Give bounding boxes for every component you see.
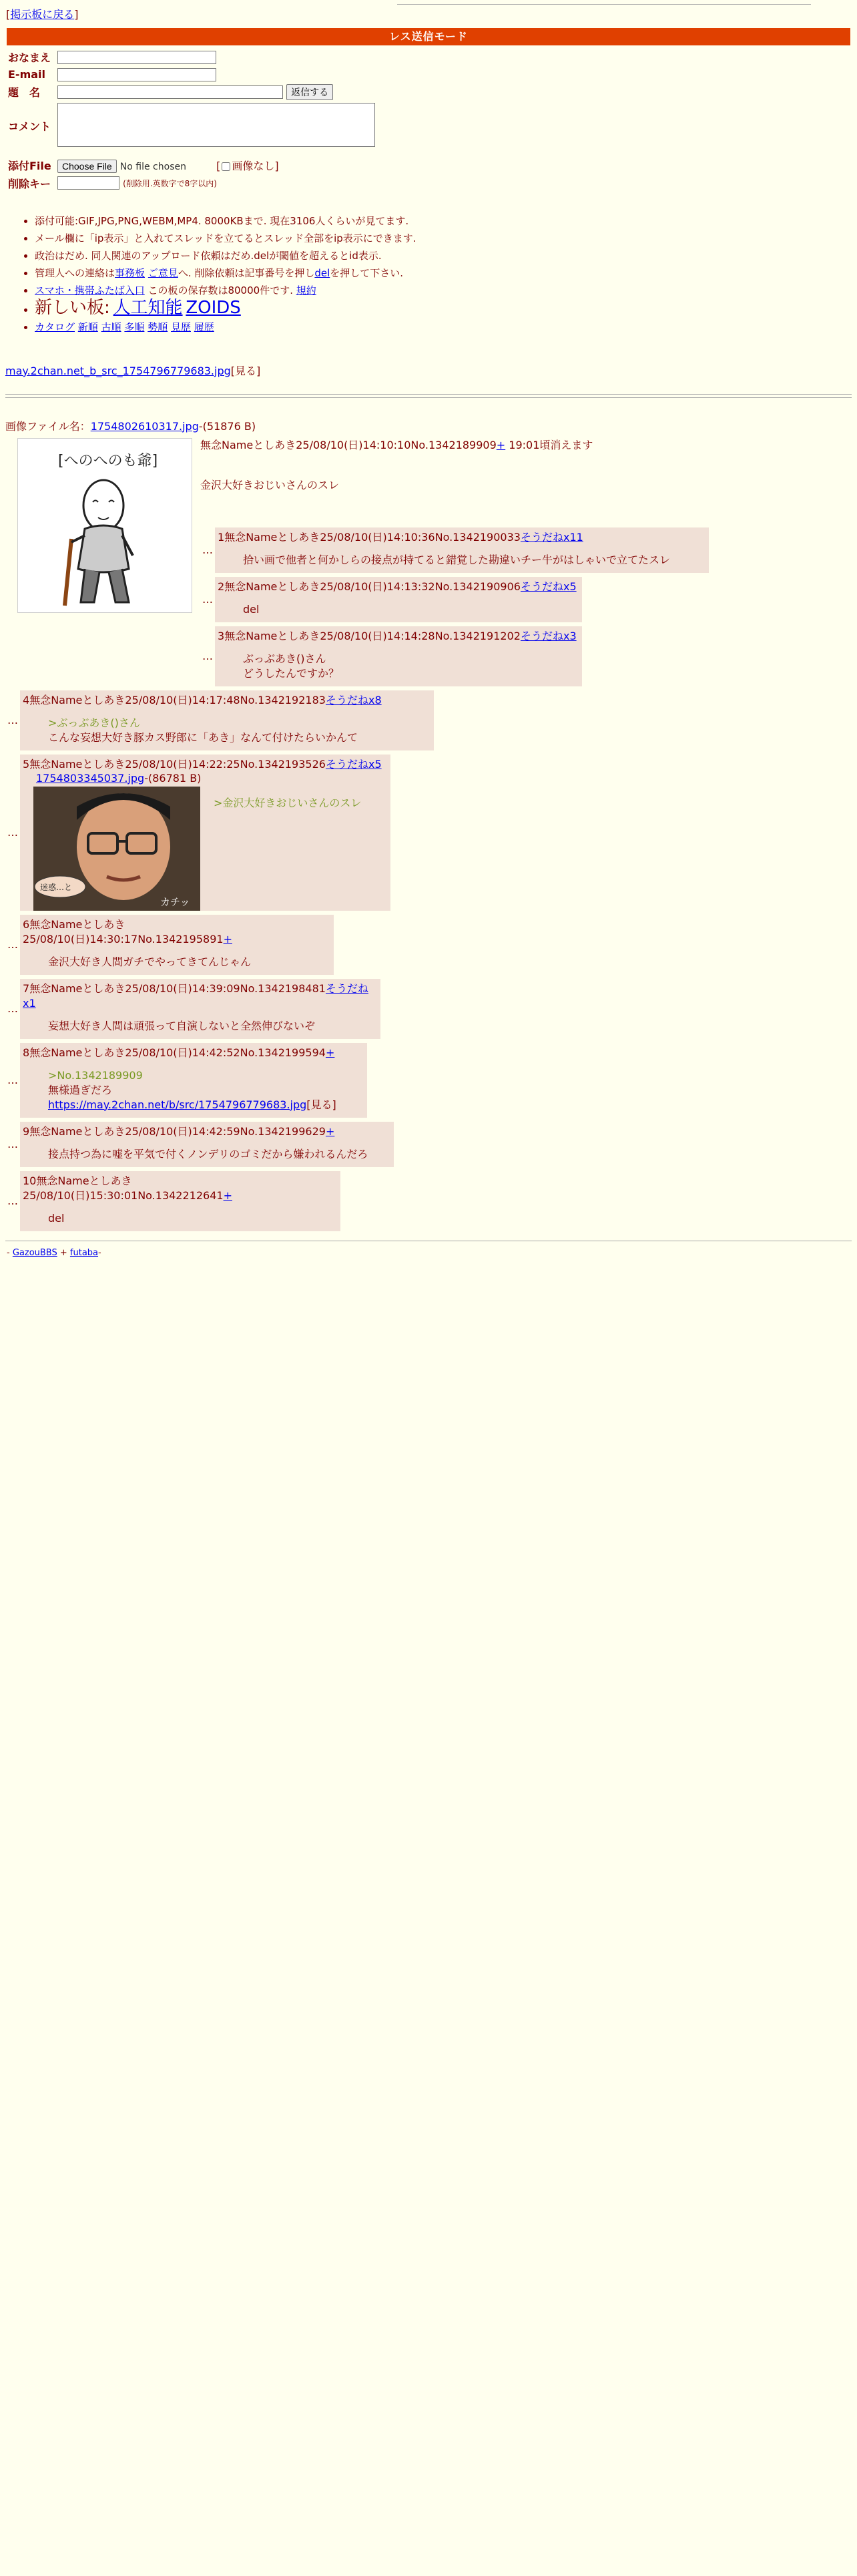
plus-link[interactable]: + xyxy=(325,1124,335,1138)
info-item: • スマホ・携帯ふたば入口 この板の保存数は80000件です. 規約 xyxy=(35,282,857,299)
sodane-link[interactable]: そうだねx11 xyxy=(520,530,583,544)
reply-body xyxy=(48,1068,363,1112)
reply-body: 拾い画で他者と何かしらの接点が持てると錯覚した勘違いチー牛がはしゃいで立てたスレ xyxy=(243,553,671,566)
reply-dots: … xyxy=(7,714,18,726)
reply-body xyxy=(48,716,430,745)
reply-box xyxy=(20,915,334,975)
sodane-link[interactable]: そうだねx1 xyxy=(23,982,368,1010)
reply-dots: … xyxy=(7,826,18,839)
sort-many-link[interactable]: 多順 xyxy=(124,320,145,333)
new-boards-prefix: 新しい板: xyxy=(35,297,110,318)
name-input[interactable] xyxy=(57,51,216,64)
iken-link[interactable]: ご意見 xyxy=(148,266,178,279)
back-link[interactable]: 掲示板に戻る xyxy=(10,8,75,21)
reply-image[interactable] xyxy=(33,787,200,911)
board-info-list xyxy=(7,212,857,336)
submit-button[interactable]: 返信する xyxy=(286,84,333,100)
old-man-drawing-icon xyxy=(18,439,192,612)
sodane-link[interactable]: そうだねx3 xyxy=(520,629,577,642)
choose-file-button[interactable]: Choose File xyxy=(57,160,117,173)
reply-3 xyxy=(200,626,857,686)
new-boards-item xyxy=(35,299,857,318)
smartphone-link[interactable]: スマホ・携帯ふたば入口 xyxy=(35,284,145,296)
reply-number: 6 xyxy=(23,917,30,931)
delkey-input[interactable] xyxy=(57,176,119,190)
delkey-hint: (削除用.英数字で8字以内) xyxy=(123,178,217,188)
reply-mode-banner: レス送信モード xyxy=(7,28,850,45)
reply-box xyxy=(20,979,380,1039)
board-link-ai[interactable]: 人工知能 xyxy=(113,297,183,318)
rules-link[interactable]: 規約 xyxy=(296,284,316,296)
reply-number: 8 xyxy=(23,1046,30,1059)
reply-header: 無念Nameとしあき25/08/10(日)14:13:32No.1342190906 xyxy=(224,580,521,593)
sort-old-link[interactable]: 古順 xyxy=(101,320,121,333)
reply-4 xyxy=(5,690,857,750)
sodane-link[interactable]: そうだねx8 xyxy=(325,693,382,706)
image-bubble-text: 迷惑…と xyxy=(40,882,73,892)
reply-quote: >金沢大好きおじいさんのスレ xyxy=(214,796,362,809)
reply-5 xyxy=(5,755,857,911)
reply-header: 無念Nameとしあき25/08/10(日)14:17:48No.1342192183 xyxy=(29,693,326,706)
download-line xyxy=(5,363,850,378)
reply-dots: … xyxy=(7,938,18,951)
reply-number: 5 xyxy=(23,757,30,771)
reply-dots: … xyxy=(202,543,213,556)
reply-1 xyxy=(200,527,857,573)
reply-box xyxy=(20,755,390,911)
reply-header: 無念Nameとしあき25/08/10(日)14:14:28No.1342191202 xyxy=(224,629,521,642)
name-label: おなまえ xyxy=(8,51,51,64)
reply-line: 無様過ぎだろ xyxy=(48,1083,113,1096)
reply-number: 2 xyxy=(218,580,225,593)
top-nav: [掲示板に戻る] xyxy=(6,8,79,21)
reply-number: 1 xyxy=(218,530,225,544)
reply-body: 金沢大好き人間ガチでやってきてんじゃん xyxy=(48,955,252,968)
jimu-link[interactable]: 事務板 xyxy=(115,266,146,279)
catalog-links-item xyxy=(35,318,857,336)
footer-text: - xyxy=(7,1247,13,1258)
reply-box xyxy=(215,626,582,686)
reply-body: del xyxy=(48,1211,65,1225)
reply-dots: … xyxy=(7,1138,18,1150)
del-link[interactable]: del xyxy=(314,266,330,279)
reply-line: こんな妄想大好き豚カス野郎に「あき」なんて付けたらいかんて xyxy=(48,730,358,744)
reply-box xyxy=(20,1043,367,1118)
reply-2 xyxy=(200,577,857,622)
footer-text: + xyxy=(57,1247,70,1258)
info-item: • 添付可能:GIF,JPG,PNG,WEBM,MP4. 8000KBまで. 現在3106人くらいが見てます. xyxy=(35,212,857,230)
download-view: [見る] xyxy=(230,364,261,377)
sodane-link[interactable]: そうだねx5 xyxy=(325,757,382,771)
file-label: 添付File xyxy=(8,159,51,172)
reply-9 xyxy=(5,1122,857,1167)
reply-url-suffix: [見る] xyxy=(306,1098,336,1111)
op-body: 金沢大好きおじいさんのスレ xyxy=(200,478,340,491)
gazoubbs-link[interactable]: GazouBBS xyxy=(12,1247,57,1258)
plus-link[interactable]: + xyxy=(223,1189,232,1202)
delkey-label: 削除キー xyxy=(8,177,51,190)
reply-dots: … xyxy=(7,1074,18,1086)
image-sfx-text: カチッ xyxy=(160,895,190,908)
reply-box xyxy=(20,1122,394,1167)
op-header-text: 無念Nameとしあき25/08/10(日)14:10:10No.1342189909 xyxy=(200,438,497,451)
reply-header: 無念Nameとしあき25/08/10(日)14:42:59No.1342199629 xyxy=(29,1124,326,1138)
man-glasses-photo-icon xyxy=(33,787,200,911)
email-input[interactable] xyxy=(57,68,216,81)
reply-number: 7 xyxy=(23,982,30,995)
catalog-link[interactable]: カタログ xyxy=(35,320,75,333)
op-header xyxy=(200,438,857,453)
download-link[interactable]: may.2chan.net_b_src_1754796779683.jpg xyxy=(5,364,231,377)
reply-box xyxy=(20,1171,340,1231)
subject-label: 題 名 xyxy=(8,86,41,99)
reply-number: 10 xyxy=(23,1174,37,1187)
reply-header: 無念Nameとしあき25/08/10(日)15:30:01No.1342212641 xyxy=(23,1174,224,1202)
reply-number: 3 xyxy=(218,629,225,642)
op-image-caption: [へのへのも爺] xyxy=(58,452,158,469)
reply-dots: … xyxy=(202,649,213,662)
info-item: • メール欄に「ip表示」と入れてスレッドを立てるとスレッド全部をip表示にできます. xyxy=(35,230,857,247)
reply-7 xyxy=(5,979,857,1039)
sort-momentum-link[interactable]: 勢順 xyxy=(148,320,168,333)
reply-line: ぶっぶあき()さん xyxy=(243,652,326,665)
reply-body: 接点持つ為に嘘を平気で付くノンデリのゴミだから嫌われるんだろ xyxy=(48,1147,368,1160)
comment-textarea[interactable] xyxy=(57,103,375,147)
reply-box xyxy=(215,577,582,622)
info-item: • 政治はだめ. 同人関連のアップロード依頼はだめ.delが閾値を超えるとid表示. xyxy=(35,247,857,264)
reply-header: 無念Nameとしあき25/08/10(日)14:30:17No.1342195891 xyxy=(23,917,224,945)
post-form: おなまえ E-mail 題 名 返信する コメント 添付File Choose File No file chosen [ 画像なし] 削除キー (削除用.英数字で8字以内) xyxy=(7,48,376,192)
reply-dots: … xyxy=(7,1195,18,1207)
reply-file-size: -(86781 B) xyxy=(144,771,202,785)
history-link[interactable]: 履歴 xyxy=(194,320,214,333)
email-label: E-mail xyxy=(8,67,46,81)
reply-6 xyxy=(5,915,857,975)
op-plus-link[interactable]: + xyxy=(496,438,506,451)
reply-list xyxy=(5,690,857,1231)
reply-number: 9 xyxy=(23,1124,30,1138)
view-history-link[interactable]: 見歴 xyxy=(170,320,191,333)
op-file-size: -(51876 B) xyxy=(198,419,256,433)
reply-body: del xyxy=(243,602,260,616)
op-expire: 19:01頃消えます xyxy=(505,438,593,451)
divider xyxy=(5,397,852,398)
reply-url-link[interactable]: https://may.2chan.net/b/src/1754796779683.jpg xyxy=(48,1098,307,1111)
reply-line: どうしたんですか？ xyxy=(243,666,340,680)
reply-body: 妄想大好き人間は頑張って自演しないと全然伸びないぞ xyxy=(48,1019,316,1032)
reply-header: 無念Nameとしあき25/08/10(日)14:39:09No.1342198481 xyxy=(29,982,326,995)
reply-dots: … xyxy=(202,592,213,606)
sort-new-link[interactable]: 新順 xyxy=(77,320,98,333)
reply-body xyxy=(243,652,578,681)
plus-link[interactable]: + xyxy=(325,1046,335,1059)
reply-header: 無念Nameとしあき25/08/10(日)14:42:52No.1342199594 xyxy=(29,1046,326,1059)
reply-quote: >ぶっぶあき()さん xyxy=(48,716,140,729)
reply-dots: … xyxy=(7,1002,18,1015)
subject-input[interactable] xyxy=(57,85,283,99)
reply-file-link[interactable]: 1754803345037.jpg xyxy=(36,771,145,785)
reply-header: 無念Nameとしあき25/08/10(日)14:10:36No.1342190033 xyxy=(224,530,521,544)
reply-8 xyxy=(5,1043,857,1118)
reply-box xyxy=(20,690,434,750)
comment-label: コメント xyxy=(8,120,51,133)
no-image-label: 画像なし xyxy=(232,159,275,172)
footer xyxy=(7,1248,857,1258)
reply-10 xyxy=(5,1171,857,1231)
plus-link[interactable]: + xyxy=(223,932,232,945)
op-post xyxy=(5,418,857,686)
op-file-prefix: 画像ファイル名： xyxy=(5,419,91,433)
op-image[interactable] xyxy=(17,438,192,613)
no-image-checkbox[interactable] xyxy=(222,162,230,171)
futaba-link[interactable]: futaba xyxy=(69,1247,99,1258)
info-item: • 管理人への連絡は事務板 ご意見へ. 削除依頼は記事番号を押しdelを押して下さい. xyxy=(35,264,857,282)
sodane-link[interactable]: そうだねx5 xyxy=(520,580,577,593)
no-file-text: No file chosen xyxy=(119,161,186,172)
board-link-zoids[interactable]: ZOIDS xyxy=(186,297,241,318)
op-file-line xyxy=(5,418,256,433)
reply-box xyxy=(215,527,709,573)
footer-text: - xyxy=(98,1247,101,1258)
reply-number: 4 xyxy=(23,693,30,706)
op-file-link[interactable]: 1754802610317.jpg xyxy=(90,419,199,433)
reply-header: 無念Nameとしあき25/08/10(日)14:22:25No.1342193526 xyxy=(29,757,326,771)
reply-quote: >No.1342189909 xyxy=(48,1068,143,1082)
divider xyxy=(5,394,852,395)
op-content xyxy=(200,418,857,686)
